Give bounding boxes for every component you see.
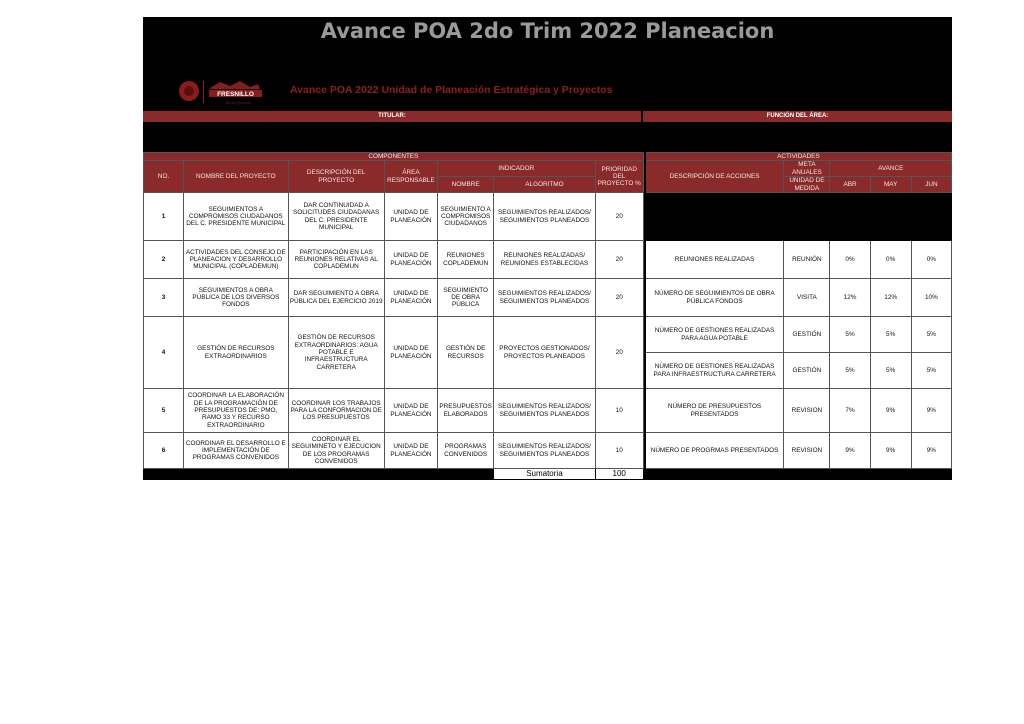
row-accion: NÚMERO DE PRESUPUESTOS PRESENTADOS [645, 389, 784, 433]
row-nombre: SEGUIMIENTOS A COMPROMISOS CIUDADANOS DEL C. PRESIDENTE MUNICIPAL [184, 193, 288, 241]
col-no: NO. [144, 161, 184, 193]
col-may: MAY [870, 177, 911, 193]
row-algoritmo: SEGUIMIENTOS REALIZADOS/ SEGUIMIENTOS PLANEADOS [494, 279, 595, 317]
row-indicador: PRESUPUESTOS ELABORADOS [438, 389, 494, 433]
row-area: UNIDAD DE PLANEACIÓN [384, 317, 437, 389]
row-acciones-empty [645, 193, 951, 241]
row-no: 5 [144, 389, 184, 433]
row-nombre: SEGUIMIENTOS A OBRA PÚBLICA DE LOS DIVERSOS FONDOS [184, 279, 288, 317]
row-nombre: COORDINAR EL DESARROLLO E IMPLEMENTACIÓN DE PROGRAMAS CONVENIDOS [184, 433, 288, 469]
table-row [144, 389, 952, 433]
poa-sheet [143, 17, 952, 477]
row-may: 5% [870, 317, 911, 353]
col-jun: JUN [911, 177, 951, 193]
col-abr: ABR [830, 177, 870, 193]
table-row [144, 279, 952, 317]
row-abr: 9% [830, 433, 870, 469]
indicador-header: INDICADOR [438, 161, 596, 177]
row-jun: 10% [911, 279, 951, 317]
row-descripcion: DAR CONTINUIDAD A SOLICITUDES CIUDADANAS DEL C. PRESIDENTE MUNICIPAL [288, 193, 384, 241]
main-title: Avance POA 2do Trim 2022 Planeacion [320, 19, 775, 43]
row-jun: 0% [911, 241, 951, 279]
row-may: 0% [870, 241, 911, 279]
header-row-2 [144, 161, 952, 177]
row-nombre: COORDINAR LA ELABORACIÓN DE LA PROGRAMACIÓN DE PRESUPUESTOS DE: PMO, RAMO 33 Y RECURSO EXTRAORDINARIO [184, 389, 288, 433]
row-algoritmo: SEGUIMIENTOS REALIZADOS/ SEGUIMIENTOS PLANEADOS [494, 433, 595, 469]
row-accion: REUNIONES REALIZADAS [645, 241, 784, 279]
row-abr: 5% [830, 317, 870, 353]
row-indicador: SEGUIMIENTO A COMPROMISOS CIUDADANOS [438, 193, 494, 241]
row-may: 12% [870, 279, 911, 317]
row-prioridad: 20 [595, 241, 643, 279]
row-prioridad: 10 [595, 433, 643, 469]
row-descripcion: COORDINAR EL SEGUIMINETO Y EJECUCION DE LOS PROGRAMAS CONVENIDOS [288, 433, 384, 469]
row-nombre: ACTIVIDADES DEL CONSEJO DE PLANEACION Y DESARROLLO MUNICIPAL (COPLADEMUN) [184, 241, 288, 279]
fresnillo-logo [178, 78, 268, 106]
row-abr: 7% [830, 389, 870, 433]
row-abr: 5% [830, 353, 870, 389]
fresnillo-logo-icon [178, 78, 268, 106]
row-accion: NÚMERO DE GESTIONES REALIZADAS PARA AGUA POTABLE [645, 317, 784, 353]
table-row [144, 193, 952, 241]
row-unidad: REVISION [784, 433, 830, 469]
row-descripcion: PARTICIPACIÓN EN LAS REUNIONES RELATIVAS AL COPLADEMUN [288, 241, 384, 279]
row-unidad: GESTIÓN [784, 317, 830, 353]
table-row [144, 433, 952, 469]
row-jun: 9% [911, 389, 951, 433]
row-area: UNIDAD DE PLANEACIÓN [384, 193, 437, 241]
row-may: 5% [870, 353, 911, 389]
table-row [144, 317, 952, 353]
row-accion: NÚMERO DE PROGRMAS PRESENTADOS [645, 433, 784, 469]
col-descripcion-proyecto: DESCRIPCIÓN DEL PROYECTO [288, 161, 384, 193]
row-descripcion: DAR SEGUIMIENTO A OBRA PÚBLICA DEL EJERCICIO 2019 [288, 279, 384, 317]
svg-text:FRESNILLO: FRESNILLO [217, 91, 254, 98]
row-no: 1 [144, 193, 184, 241]
row-no: 3 [144, 279, 184, 317]
row-abr: 12% [830, 279, 870, 317]
col-algoritmo: ALGORITMO [494, 177, 595, 193]
row-prioridad: 20 [595, 279, 643, 317]
row-no: 6 [144, 433, 184, 469]
funcion-area-bar: FUNCIÓN DEL ÁREA: [643, 111, 952, 122]
row-descripcion: COORDINAR LOS TRABAJOS PARA LA CONFORMACION DE LOS PRESUPUESTOS [288, 389, 384, 433]
row-algoritmo: REUNIONES REALIZADAS/ REUNIONES ESTABLECIDAS [494, 241, 595, 279]
row-prioridad: 20 [595, 193, 643, 241]
row-area: UNIDAD DE PLANEACIÓN [384, 433, 437, 469]
sumatoria-label: Sumatoria [494, 469, 595, 480]
col-unidad-medida: UNIDAD DE MEDIDA [784, 177, 830, 193]
row-may: 9% [870, 433, 911, 469]
row-area: UNIDAD DE PLANEACIÓN [384, 279, 437, 317]
row-algoritmo: SEGUIMIENTOS REALIZADOS/ SEGUIMIENTOS PLANEADOS [494, 389, 595, 433]
row-indicador: GESTIÓN DE RECURSOS [438, 317, 494, 389]
row-jun: 5% [911, 353, 951, 389]
row-unidad: REUNIÓN [784, 241, 830, 279]
titular-bar: TITULAR: [143, 111, 641, 122]
row-prioridad: 10 [595, 389, 643, 433]
row-algoritmo: SEGUIMIENTOS REALIZADOS/ SEGUIMIENTOS PLANEADOS [494, 193, 595, 241]
row-no: 4 [144, 317, 184, 389]
componentes-header: COMPONENTES [144, 153, 644, 161]
sumatoria-value: 100 [595, 469, 643, 480]
col-nombre-proyecto: NOMBRE DEL PROYECTO [184, 161, 288, 193]
row-accion: NÚMERO DE SEGUIMIENTOS DE OBRA PÚBLICA FONDOS [645, 279, 784, 317]
poa-table [143, 152, 952, 480]
row-indicador: REUNIONES COPLADEMUN [438, 241, 494, 279]
row-indicador: PROGRAMAS CONVENIDOS [438, 433, 494, 469]
row-may: 9% [870, 389, 911, 433]
col-descripcion-acciones: DESCRIPCIÓN DE ACCIONES [645, 161, 784, 193]
svg-text:Tierra Querida: Tierra Querida [225, 100, 251, 105]
col-area-responsable: ÁREA RESPONSABLE [384, 161, 437, 193]
row-descripcion: GESTIÓN DE RECURSOS EXTRAORDINARIOS: AGUA POTABLE E INFRAESTRUCTURA CARRETERA [288, 317, 384, 389]
actividades-header: ACTIVIDADES [645, 153, 951, 161]
row-abr: 0% [830, 241, 870, 279]
sumatoria-row [144, 469, 952, 480]
row-unidad: REVISION [784, 389, 830, 433]
row-no: 2 [144, 241, 184, 279]
meta-anuales-header: META ANUALES [784, 161, 830, 177]
header-row-1 [144, 153, 952, 161]
row-unidad: GESTIÓN [784, 353, 830, 389]
table-row [144, 241, 952, 279]
row-prioridad: 20 [595, 317, 643, 389]
row-accion: NÚMERO DE GESTIONES REALIZADAS PARA INFRAESTRUCTURA CARRETERA [645, 353, 784, 389]
avance-header: AVANCE [830, 161, 952, 177]
col-prioridad: PRIORIDAD DEL PROYECTO % [595, 161, 643, 193]
row-area: UNIDAD DE PLANEACIÓN [384, 389, 437, 433]
row-indicador: SEGUIMIENTO DE OBRA PÚBLICA [438, 279, 494, 317]
row-jun: 9% [911, 433, 951, 469]
row-jun: 5% [911, 317, 951, 353]
col-indicador-nombre: NOMBRE [438, 177, 494, 193]
row-unidad: VISITA [784, 279, 830, 317]
row-nombre: GESTIÓN DE RECURSOS EXTRAORDINARIOS [184, 317, 288, 389]
unit-subtitle: Avance POA 2022 Unidad de Planeación Estratégica y Proyectos [290, 84, 613, 96]
row-algoritmo: PROYECTOS GESTIONADOS/ PROYECTOS PLANEADOS [494, 317, 595, 389]
row-area: UNIDAD DE PLANEACIÓN [384, 241, 437, 279]
